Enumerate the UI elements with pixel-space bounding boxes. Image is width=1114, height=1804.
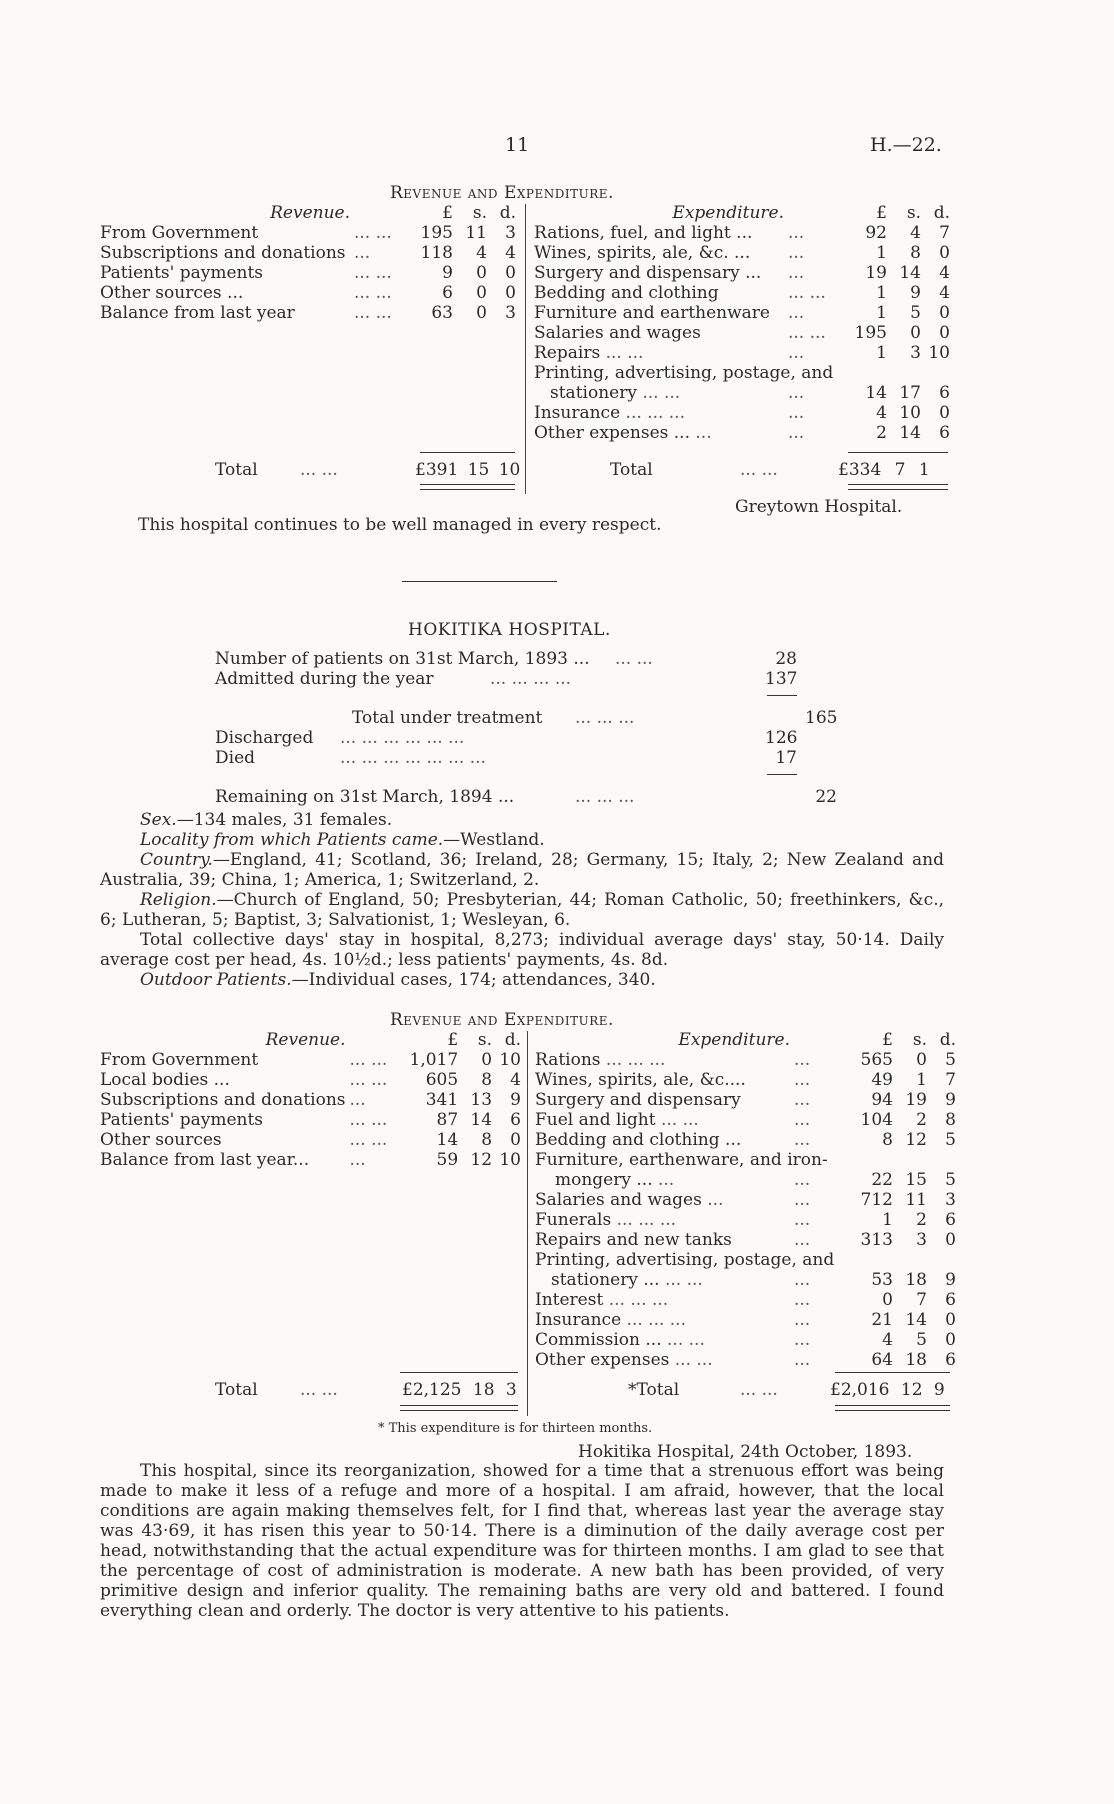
table-row: mongery ... ... ... 22 15 5 — [555, 1170, 956, 1190]
section-divider — [402, 581, 557, 582]
table-row: Other expenses ... ... ... 2 14 6 — [534, 423, 950, 443]
stat-value: 126 — [765, 728, 798, 748]
hokitika-revenue-total-label: Total — [215, 1380, 258, 1400]
table-row: Subscriptions and donations ... 341 13 9 — [100, 1090, 521, 1110]
hokitika-details: Sex.—134 males, 31 females. Locality from which Patients came.—Westland. Country.—England, 41; Scotland, 36; Ireland, 28; Germany, 15; Italy, 2; New Zealand and Australia, 39; China, 1; America, 1; Switzerland, 2. Religion.—Church of England, 50; Presbyterian, 44; Roman Catholic, 50; freethinkers, &c., 6; Lutheran, 5; Baptist, 3; Salvationist, 1; Wesleyan, 6. Total collective days' stay in hospital, 8,273; individual average days' stay, 50·14. Daily average cost per head, 4s. 10½d.; less patients' payments, 4s. 8d. Outdoor Patients.—Individual cases, 174; attendances, 340. — [100, 810, 944, 990]
hokitika-expenditure-table: Expenditure. £ s. d. Rations ... ... ... ... 565 0 5 Wines, spirits, ale, &c.... ... 49 1 7 Surgery and dispensary ... 94 19 9 Fuel and light ... ... ... 104 2 8 Bedding and clothing ... ... 8 12 5 Furniture, earthenware, and iron- mongery ... ... ... 22 15 5 Salaries and wages ... ... 712 11 3 Funerals ... ... ... ... 1 2 6 Repairs and new tanks ... 313 3 0 Printing, advertising, postage, and stationery ... ... ... ... 53 18 9 Interest ... ... ... ... 0 7 6 Insurance ... ... ... ... 21 14 0 Commission ... ... ... ... 4 5 0 Other expenses ... ... ... 64 18 6 — [535, 1030, 956, 1370]
table-row: Surgery and dispensary ... 94 19 9 — [535, 1090, 956, 1110]
table-row: Interest ... ... ... ... 0 7 6 — [535, 1290, 956, 1310]
hokitika-title: HOKITIKA HOSPITAL. — [408, 620, 611, 640]
table-row: From Government ... ... 195 11 3 — [100, 223, 516, 243]
table-row: Salaries and wages ... ... 712 11 3 — [535, 1190, 956, 1210]
table-row: Furniture, earthenware, and iron- — [535, 1150, 828, 1170]
table-row: Salaries and wages ... ... 195 0 0 — [534, 323, 950, 343]
table-row: Insurance ... ... ... ... 21 14 0 — [535, 1310, 956, 1330]
stat-value: 137 — [765, 669, 798, 689]
table-row: Insurance ... ... ... ... 4 10 0 — [534, 403, 950, 423]
hokitika-table-title: Revenue and Expenditure. — [390, 1010, 614, 1030]
table-row: Balance from last year... ... 59 12 10 — [100, 1150, 521, 1170]
hokitika-revenue-table: Revenue. £ s. d. From Government ... ... 1,017 0 10 Local bodies ... ... ... 605 8 4 Subscriptions and donations ... 341 13 9 Patients' payments ... ... 87 14 6 Other sources ... ... 14 8 0 Balance from last year... ... 59 12 10 — [100, 1030, 521, 1170]
table-row: Repairs and new tanks ... 313 3 0 — [535, 1230, 956, 1250]
greytown-remark: This hospital continues to be well managed in every respect. — [138, 515, 662, 535]
stat-label: Discharged — [215, 728, 314, 748]
col-shillings: s. — [472, 203, 487, 223]
table-row: Other expenses ... ... ... 64 18 6 — [535, 1350, 956, 1370]
hokitika-expenditure-total: £2,016 12 9 — [830, 1380, 945, 1400]
table-row: Furniture and earthenware ... 1 5 0 — [534, 303, 950, 323]
table-row: Balance from last year ... ... 63 0 3 — [100, 303, 516, 323]
table-row: Funerals ... ... ... ... 1 2 6 — [535, 1210, 956, 1230]
table-row: Rations, fuel, and light ... ... 92 4 7 — [534, 223, 950, 243]
greytown-expenditure-table: Expenditure. £ s. d. Rations, fuel, and light ... ... 92 4 7 Wines, spirits, ale, &c. ... ... 1 8 0 Surgery and dispensary ... ... 19 14 4 Bedding and clothing ... ... 1 9 4 Furniture and earthenware ... 1 5 0 Salaries and wages ... ... 195 0 0 Repairs ... ... ... 1 3 10 Printing, advertising, postage, and stationery ... ... ... 14 17 6 Insurance ... ... ... ... 4 10 0 Other expenses ... ... ... 2 14 6 — [534, 203, 950, 443]
total-double-rule — [420, 484, 515, 490]
table-row: Wines, spirits, ale, &c. ... ... 1 8 0 — [534, 243, 950, 263]
table-row: Printing, advertising, postage, and — [535, 1250, 835, 1270]
table-row: Other sources ... ... ... 6 0 0 — [100, 283, 516, 303]
table-row: Local bodies ... ... ... 605 8 4 — [100, 1070, 521, 1090]
subtotal-rule — [848, 452, 948, 453]
table-row: stationery ... ... ... ... 53 18 9 — [551, 1270, 956, 1290]
hokitika-signature: Hokitika Hospital, 24th October, 1893. — [578, 1442, 913, 1462]
table-row: Fuel and light ... ... ... 104 2 8 — [535, 1110, 956, 1130]
table-row: Printing, advertising, postage, and — [534, 363, 834, 383]
stat-value: 28 — [775, 649, 797, 669]
hokitika-expenditure-total-label: *Total — [628, 1380, 680, 1400]
table-row: Subscriptions and donations ... 118 4 4 — [100, 243, 516, 263]
hokitika-report: This hospital, since its reorganization, showed for a time that a strenuous effort was being made to make it less of a refuge and more of a hospital. I am afraid, however, that the local conditions are again making themselves felt, for I find that, whereas last year the average stay was 43·69, it has risen this year to 50·14. There is a diminution of the daily average cost per head, notwithstanding that the actual expenditure was for thirteen months. I am glad to see that the percentage of cost of administration is moderate. A new bath has been provided, of very primitive design and inferior quality. The remaining baths are very old and battered. I found everything clean and orderly. The doctor is very attentive to his patients. — [100, 1461, 944, 1621]
subtotal-rule — [420, 452, 515, 453]
subtotal-rule — [400, 1372, 518, 1373]
stat-label: Remaining on 31st March, 1894 ... — [215, 787, 515, 807]
total-double-rule — [848, 484, 948, 490]
stat-label: Died — [215, 748, 256, 768]
greytown-revenue-total-label: Total — [215, 460, 258, 480]
table-row: Wines, spirits, ale, &c.... ... 49 1 7 — [535, 1070, 956, 1090]
greytown-expenditure-total: £334 7 1 — [838, 460, 930, 480]
greytown-title: Revenue and Expenditure. — [390, 183, 614, 203]
table-row: Repairs ... ... ... 1 3 10 — [534, 343, 950, 363]
page-number: 11 — [505, 134, 530, 156]
greytown-revenue-table — [98, 203, 518, 323]
greytown-revenue-total: £391 15 10 — [415, 460, 521, 480]
stat-label: Number of patients on 31st March, 1893 ... — [215, 649, 590, 669]
greytown-signature: Greytown Hospital. — [735, 497, 903, 517]
total-double-rule — [400, 1405, 518, 1411]
table-row: From Government ... ... 1,017 0 10 — [100, 1050, 521, 1070]
table-row: Rations ... ... ... ... 565 0 5 — [535, 1050, 956, 1070]
footnote: * This expenditure is for thirteen months. — [378, 1421, 653, 1436]
table-row: stationery ... ... ... 14 17 6 — [550, 383, 950, 403]
total-double-rule — [835, 1405, 950, 1411]
subtotal-rule — [767, 774, 797, 775]
greytown-expenditure-total-label: Total — [610, 460, 653, 480]
stat-value: 22 — [815, 787, 837, 807]
stat-value: 165 — [805, 708, 838, 728]
column-divider — [527, 1031, 528, 1416]
table-row: Bedding and clothing ... ... 1 9 4 — [534, 283, 950, 303]
revenue-heading: Revenue. — [270, 203, 350, 223]
col-pounds: £ — [442, 203, 453, 223]
table-row: Bedding and clothing ... ... 8 12 5 — [535, 1130, 956, 1150]
expenditure-heading: Expenditure. — [672, 203, 784, 223]
table-row: Surgery and dispensary ... ... 19 14 4 — [534, 263, 950, 283]
column-divider — [525, 204, 526, 494]
table-row: Other sources ... ... 14 8 0 — [100, 1130, 521, 1150]
table-row: Commission ... ... ... ... 4 5 0 — [535, 1330, 956, 1350]
table-row: Patients' payments ... ... 87 14 6 — [100, 1110, 521, 1130]
subtotal-rule — [767, 695, 797, 696]
hokitika-revenue-total: £2,125 18 3 — [402, 1380, 517, 1400]
table-row: Patients' payments ... ... 9 0 0 — [100, 263, 516, 283]
page-code: H.—22. — [870, 134, 942, 156]
subtotal-rule — [835, 1372, 950, 1373]
stat-label: Total under treatment — [352, 708, 543, 728]
stat-value: 17 — [775, 748, 797, 768]
stat-label: Admitted during the year — [215, 669, 434, 689]
col-pence: d. — [499, 203, 516, 223]
